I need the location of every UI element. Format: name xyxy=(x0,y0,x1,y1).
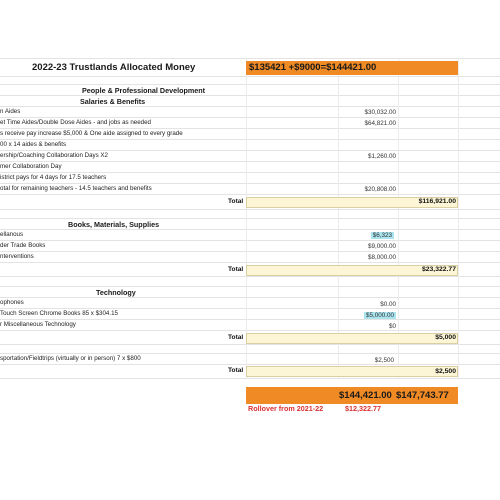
gridline xyxy=(0,286,500,287)
line-item-label: ership/Coaching Collaboration Days X2 xyxy=(0,152,108,159)
line-item-amount: $20,808.00 xyxy=(364,186,396,193)
highlighted-amount: $5,000.00 xyxy=(365,312,394,319)
gridline xyxy=(0,150,500,151)
highlighted-amount: $6,323 xyxy=(372,232,392,239)
column-divider xyxy=(458,58,459,378)
line-item-label: otal for remaining teachers - 14.5 teachers and benefits xyxy=(0,185,152,192)
line-item-label: r Miscellaneous Technology xyxy=(0,321,76,328)
line-item-label: ellanous xyxy=(0,231,24,238)
total-label: Total xyxy=(228,198,244,205)
line-item-amount: $8,000.00 xyxy=(367,254,396,261)
column-divider xyxy=(338,58,339,378)
gridline xyxy=(0,128,500,129)
line-item-label: s receive pay increase $5,000 & One aide assigned to every grade xyxy=(0,130,183,137)
section-heading-technology: Technology xyxy=(96,288,136,297)
line-item-amount: $2,500 xyxy=(374,357,394,364)
line-item-amount: $1,260.00 xyxy=(367,153,396,160)
gridline xyxy=(0,229,500,230)
gridline xyxy=(0,161,500,162)
total-label: Total xyxy=(228,266,244,273)
gridline xyxy=(0,364,500,365)
gridline xyxy=(0,172,500,173)
line-item-label: n Aides xyxy=(0,108,21,115)
allocation-banner xyxy=(246,61,458,75)
gridline xyxy=(0,95,500,96)
total-value-books: $23,322.77 xyxy=(421,266,456,273)
line-item-label: ophones xyxy=(0,299,24,306)
line-item-amount: $64,821.00 xyxy=(364,120,396,127)
line-item-label: mer Collaboration Day xyxy=(0,163,62,170)
allocation-formula: $135421 +$9000=$144421.00 xyxy=(249,62,377,73)
total-value-technology: $5,000 xyxy=(435,334,456,341)
section-heading-books: Books, Materials, Supplies xyxy=(68,220,160,229)
rollover-label: Rollover from 2021-22 xyxy=(248,404,324,413)
gridline xyxy=(0,209,500,210)
line-item-amount: $0 xyxy=(388,323,396,330)
line-item-label: istrict pays for 4 days for 17.5 teachers xyxy=(0,174,107,181)
gridline xyxy=(0,308,500,309)
sum-total: $147,743.77 xyxy=(396,390,449,401)
line-item-label: et Time Aides/Double Dose Aides - and jobs as needed xyxy=(0,119,151,126)
gridline xyxy=(0,58,500,59)
line-item-amount xyxy=(334,232,394,239)
total-label: Total xyxy=(228,334,244,341)
gridline xyxy=(0,106,500,107)
gridline xyxy=(0,240,500,241)
line-item-amount xyxy=(336,312,396,319)
line-item-label: nterventions xyxy=(0,253,34,260)
gridline xyxy=(0,276,500,277)
gridline xyxy=(0,378,500,379)
section-subheading-salaries: Salaries & Benefits xyxy=(80,97,146,106)
total-value-transport: $2,500 xyxy=(435,368,456,375)
total-value-people: $116,921.00 xyxy=(418,198,456,205)
rollover-amount: $12,322.77 xyxy=(345,404,381,413)
gridline xyxy=(0,344,500,345)
section-heading-people: People & Professional Development xyxy=(82,86,206,95)
line-item-amount: $30,032.00 xyxy=(364,109,396,116)
line-item-label: Touch Screen Chrome Books 85 x $304.15 xyxy=(0,310,118,317)
gridline xyxy=(0,319,500,320)
line-item-label: der Trade Books xyxy=(0,242,46,249)
page-title: 2022-23 Trustlands Allocated Money xyxy=(32,62,196,73)
gridline xyxy=(0,76,500,77)
column-divider xyxy=(398,58,399,378)
grand-total-banner xyxy=(246,387,458,404)
gridline xyxy=(0,251,500,252)
gridline xyxy=(0,117,500,118)
line-item-label: 00 x 14 aides & benefits xyxy=(0,141,67,148)
column-divider xyxy=(246,58,247,378)
total-label: Total xyxy=(228,367,244,374)
gridline xyxy=(0,194,500,195)
gridline xyxy=(0,297,500,298)
grand-total: $144,421.00 xyxy=(339,390,392,401)
gridline xyxy=(0,139,500,140)
gridline xyxy=(0,330,500,331)
line-item-label: sportation/Fieldtrips (virtually or in person) 7 x $800 xyxy=(0,355,141,362)
line-item-amount: $0.00 xyxy=(380,301,396,308)
gridline xyxy=(0,262,500,263)
gridline xyxy=(0,218,500,219)
gridline xyxy=(0,183,500,184)
gridline xyxy=(0,84,500,85)
line-item-amount: $9,000.00 xyxy=(367,243,396,250)
gridline xyxy=(0,353,500,354)
